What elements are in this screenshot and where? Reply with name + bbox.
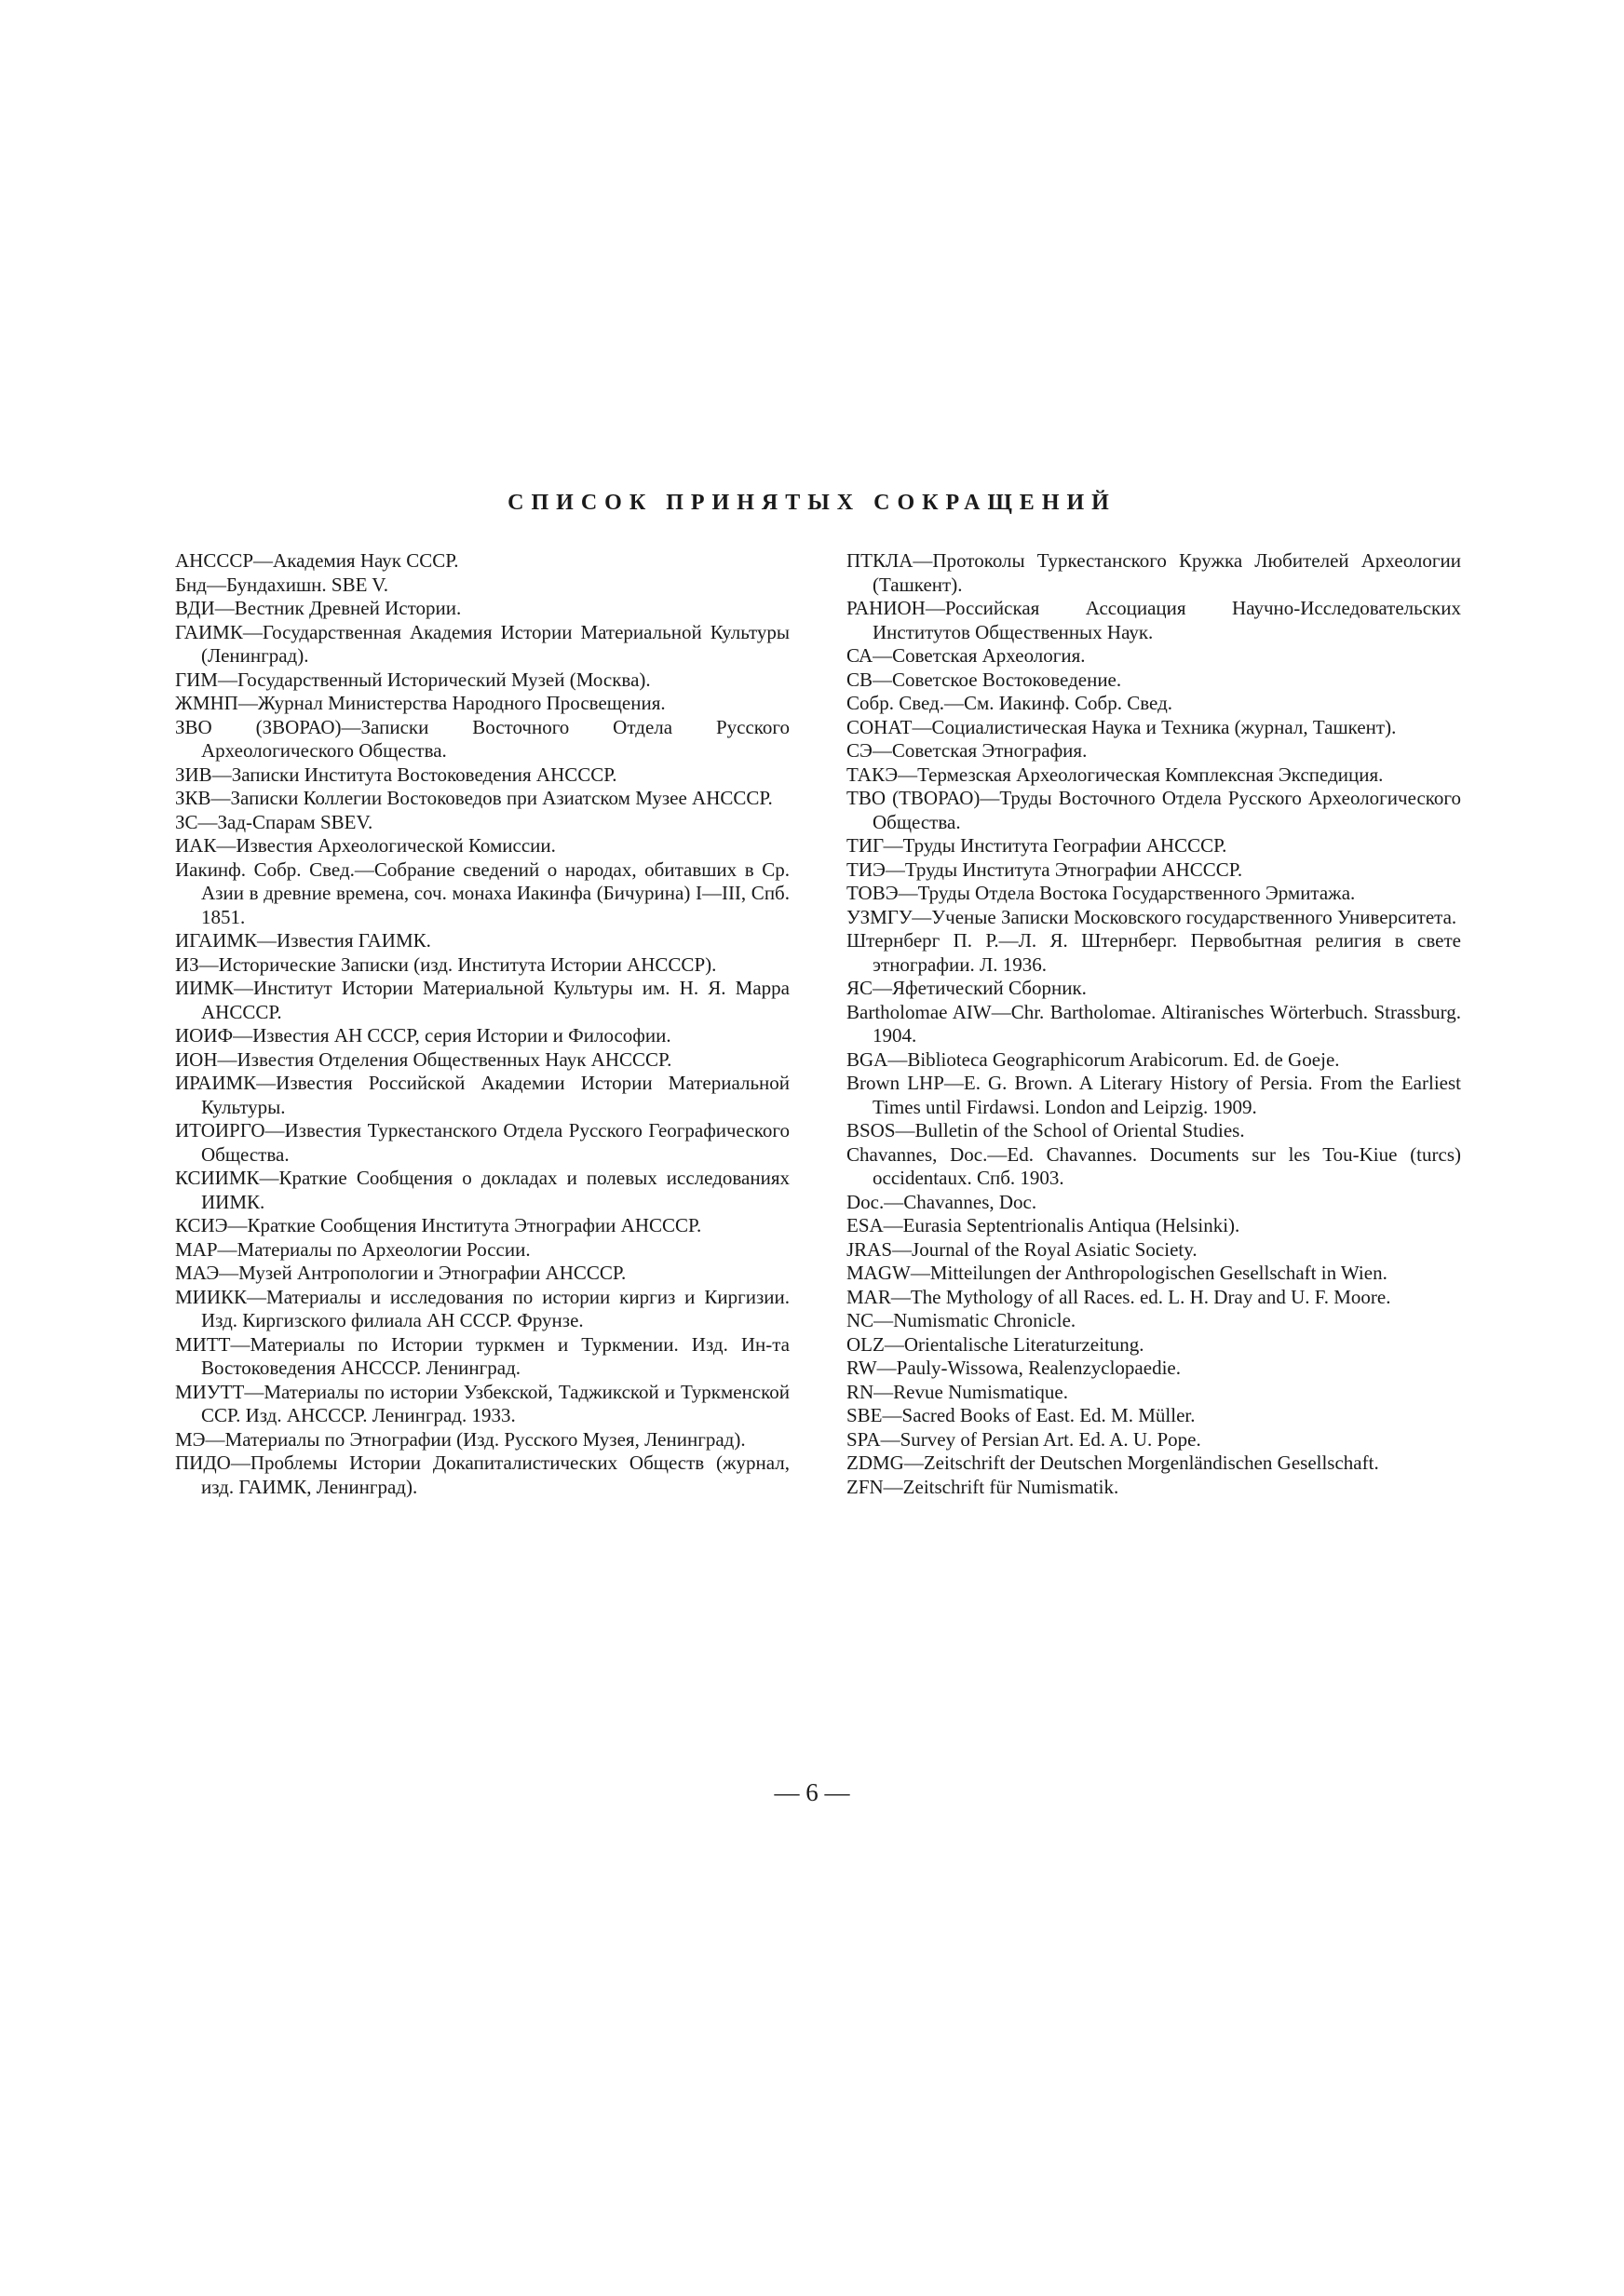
- abbreviation-entry: СА—Советская Археология.: [846, 644, 1086, 667]
- abbreviation-entry: MAGW—Mitteilungen der Anthropologischen Gesellschaft in Wien.: [846, 1262, 1387, 1284]
- abbreviation-entry: АНСССР—Академия Наук СССР.: [175, 549, 459, 572]
- abbreviations-right-column: [846, 549, 1461, 1499]
- abbreviation-entry: ZDMG—Zeitschrift der Deutschen Morgenländischen Gesellschaft.: [846, 1452, 1379, 1474]
- abbreviation-entry: Doc.—Chavannes, Doc.: [846, 1190, 1037, 1213]
- abbreviation-entry: ЗКВ—Записки Коллегии Востоковедов при Азиатском Музее АНСССР.: [175, 787, 773, 809]
- abbreviation-entry: МИИКК—Материалы и исследования по истории киргиз и Киргизии. Изд. Киргизского филиала АН СССР. Фрунзе.: [175, 1285, 790, 1331]
- abbreviation-entry: ИРАИМК—Известия Российской Академии Истории Материальной Культуры.: [175, 1072, 790, 1118]
- abbreviation-entry: ИАК—Известия Археологической Комиссии.: [175, 834, 556, 857]
- abbreviation-entry: Chavannes, Doc.—Ed. Chavannes. Documents sur les Tou-Kiue (turcs) occidentaux. Спб. 1903.: [846, 1142, 1461, 1189]
- abbreviation-entry: Bartholomae AIW—Chr. Bartholomae. Altiranisches Wörterbuch. Strassburg. 1904.: [846, 1000, 1461, 1047]
- abbreviation-entry: SBE—Sacred Books of East. Ed. M. Müller.: [846, 1404, 1196, 1426]
- abbreviation-entry: JRAS—Journal of the Royal Asiatic Society.: [846, 1237, 1198, 1261]
- abbreviation-entry: ИЗ—Исторические Записки (изд. Института Истории АНСССР).: [175, 952, 717, 976]
- abbreviation-entry: ИОН—Известия Отделения Общественных Наук АНСССР.: [175, 1047, 672, 1071]
- abbreviation-entry: ТОВЭ—Труды Отдела Востока Государственного Эрмитажа.: [846, 882, 1356, 904]
- abbreviation-entry: ZFN—Zeitschrift für Numismatik.: [846, 1475, 1119, 1498]
- abbreviation-entry: ЯС—Яфетический Сборник.: [846, 977, 1087, 999]
- abbreviation-entry: ИИМК—Институт Истории Материальной Культуры им. Н. Я. Марра АНСССР.: [175, 977, 790, 1023]
- abbreviation-entry: МИУТТ—Материалы по истории Узбекской, Таджикской и Туркменской ССР. Изд. АНСССР. Ленинград. 1933.: [175, 1380, 790, 1426]
- abbreviation-entry: RW—Pauly-Wissowa, Realenzyclopaedie.: [846, 1357, 1181, 1379]
- abbreviation-entry: ИГАИМК—Известия ГАИМК.: [175, 929, 431, 952]
- abbreviation-entry: ESA—Eurasia Septentrionalis Antiqua (Helsinki).: [846, 1214, 1240, 1236]
- abbreviation-entry: NC—Numismatic Chronicle.: [846, 1309, 1076, 1331]
- abbreviation-entry: СОНАТ—Социалистическая Наука и Техника (журнал, Ташкент).: [846, 715, 1397, 738]
- abbreviation-entry: ТИЭ—Труды Института Этнографии АНСССР.: [846, 858, 1243, 881]
- abbreviation-entry: ПИДО—Проблемы Истории Докапиталистических Обществ (журнал, изд. ГАИМК, Ленинград).: [175, 1452, 790, 1498]
- abbreviation-entry: КСИИМК—Краткие Сообщения о докладах и полевых исследованиях ИИМК.: [175, 1167, 790, 1213]
- abbreviation-entry: BGA—Biblioteca Geographicorum Arabicorum. Ed. de Goeje.: [846, 1047, 1340, 1071]
- abbreviation-entry: ВДИ—Вестник Древней Истории.: [175, 597, 462, 619]
- abbreviation-entry: МАЭ—Музей Антропологии и Этнографии АНСССР.: [175, 1262, 627, 1284]
- abbreviation-entry: BSOS—Bulletin of the School of Oriental Studies.: [846, 1119, 1245, 1141]
- abbreviation-entry: СЭ—Советская Этнография.: [846, 739, 1088, 762]
- abbreviation-entry: ГАИМК—Государственная Академия Истории Материальной Культуры (Ленинград).: [175, 620, 790, 667]
- abbreviations-left-column: [175, 549, 790, 1499]
- abbreviation-entry: ТАКЭ—Термезская Археологическая Комплексная Экспедиция.: [846, 763, 1384, 786]
- abbreviation-entry: СВ—Советское Востоковедение.: [846, 668, 1122, 691]
- abbreviation-entry: Иакинф. Собр. Свед.—Собрание сведений о народах, обитавших в Ср. Азии в древние времена, соч. монаха Иакинфа (Бичурина) I—III, Спб. 1851.: [175, 858, 790, 928]
- abbreviation-entry: МИТТ—Материалы по Истории туркмен и Туркмении. Изд. Ин-та Востоковедения АНСССР. Ленинград.: [175, 1332, 790, 1379]
- abbreviation-entry: КСИЭ—Краткие Сообщения Института Этнографии АНСССР.: [175, 1214, 702, 1236]
- abbreviation-entry: МЭ—Материалы по Этнографии (Изд. Русского Музея, Ленинград).: [175, 1427, 746, 1451]
- abbreviation-entry: ИТОИРГО—Известия Туркестанского Отдела Русского Географического Общества.: [175, 1119, 790, 1166]
- abbreviation-entry: ГИМ—Государственный Исторический Музей (Москва).: [175, 668, 651, 691]
- abbreviation-entry: Brown LHP—E. G. Brown. A Literary History of Persia. From the Earliest Times until Firdawsi. London and Leipzig. 1909.: [846, 1072, 1461, 1118]
- abbreviation-entry: МАР—Материалы по Археологии России.: [175, 1237, 531, 1261]
- abbreviation-entry: SPA—Survey of Persian Art. Ed. A. U. Pope.: [846, 1427, 1201, 1451]
- abbreviation-entry: Штернберг П. Р.—Л. Я. Штернберг. Первобытная религия в свете этнографии. Л. 1936.: [846, 929, 1461, 976]
- abbreviation-entry: ИОИФ—Известия АН СССР, серия Истории и Философии.: [175, 1024, 671, 1047]
- abbreviation-entry: РАНИОН—Российская Ассоциация Научно-Исследовательских Институтов Общественных Наук.: [846, 597, 1461, 643]
- abbreviation-entry: ЗИВ—Записки Института Востоковедения АНСССР.: [175, 763, 617, 786]
- abbreviation-entry: MAR—The Mythology of all Races. ed. L. H. Dray and U. F. Moore.: [846, 1285, 1391, 1308]
- abbreviation-entry: RN—Revue Numismatique.: [846, 1380, 1068, 1403]
- abbreviation-entry: ЗВО (ЗВОРАО)—Записки Восточного Отдела Русского Археологического Общества.: [175, 715, 790, 762]
- abbreviation-entry: Собр. Свед.—См. Иакинф. Собр. Свед.: [846, 692, 1173, 714]
- abbreviation-entry: ТВО (ТВОРАО)—Труды Восточного Отдела Русского Археологического Общества.: [846, 787, 1461, 833]
- abbreviation-entry: УЗМГУ—Ученые Записки Московского государственного Университета.: [846, 905, 1457, 928]
- abbreviation-entry: OLZ—Orientalische Literaturzeitung.: [846, 1332, 1144, 1356]
- abbreviation-entry: ЖМНП—Журнал Министерства Народного Просвещения.: [175, 692, 666, 714]
- abbreviation-entry: ТИГ—Труды Института Географии АНСССР.: [846, 834, 1227, 857]
- abbreviation-entry: Бнд—Бундахишн. SBE V.: [175, 573, 389, 596]
- page-number: — 6 —: [774, 1778, 850, 1806]
- abbreviation-entry: ПТКЛА—Протоколы Туркестанского Кружка Любителей Археологии (Ташкент).: [846, 549, 1461, 596]
- page-title: СПИСОК ПРИНЯТЫХ СОКРАЩЕНИЙ: [508, 491, 1116, 515]
- abbreviation-entry: ЗС—Зад-Спарам SBEV.: [175, 810, 373, 833]
